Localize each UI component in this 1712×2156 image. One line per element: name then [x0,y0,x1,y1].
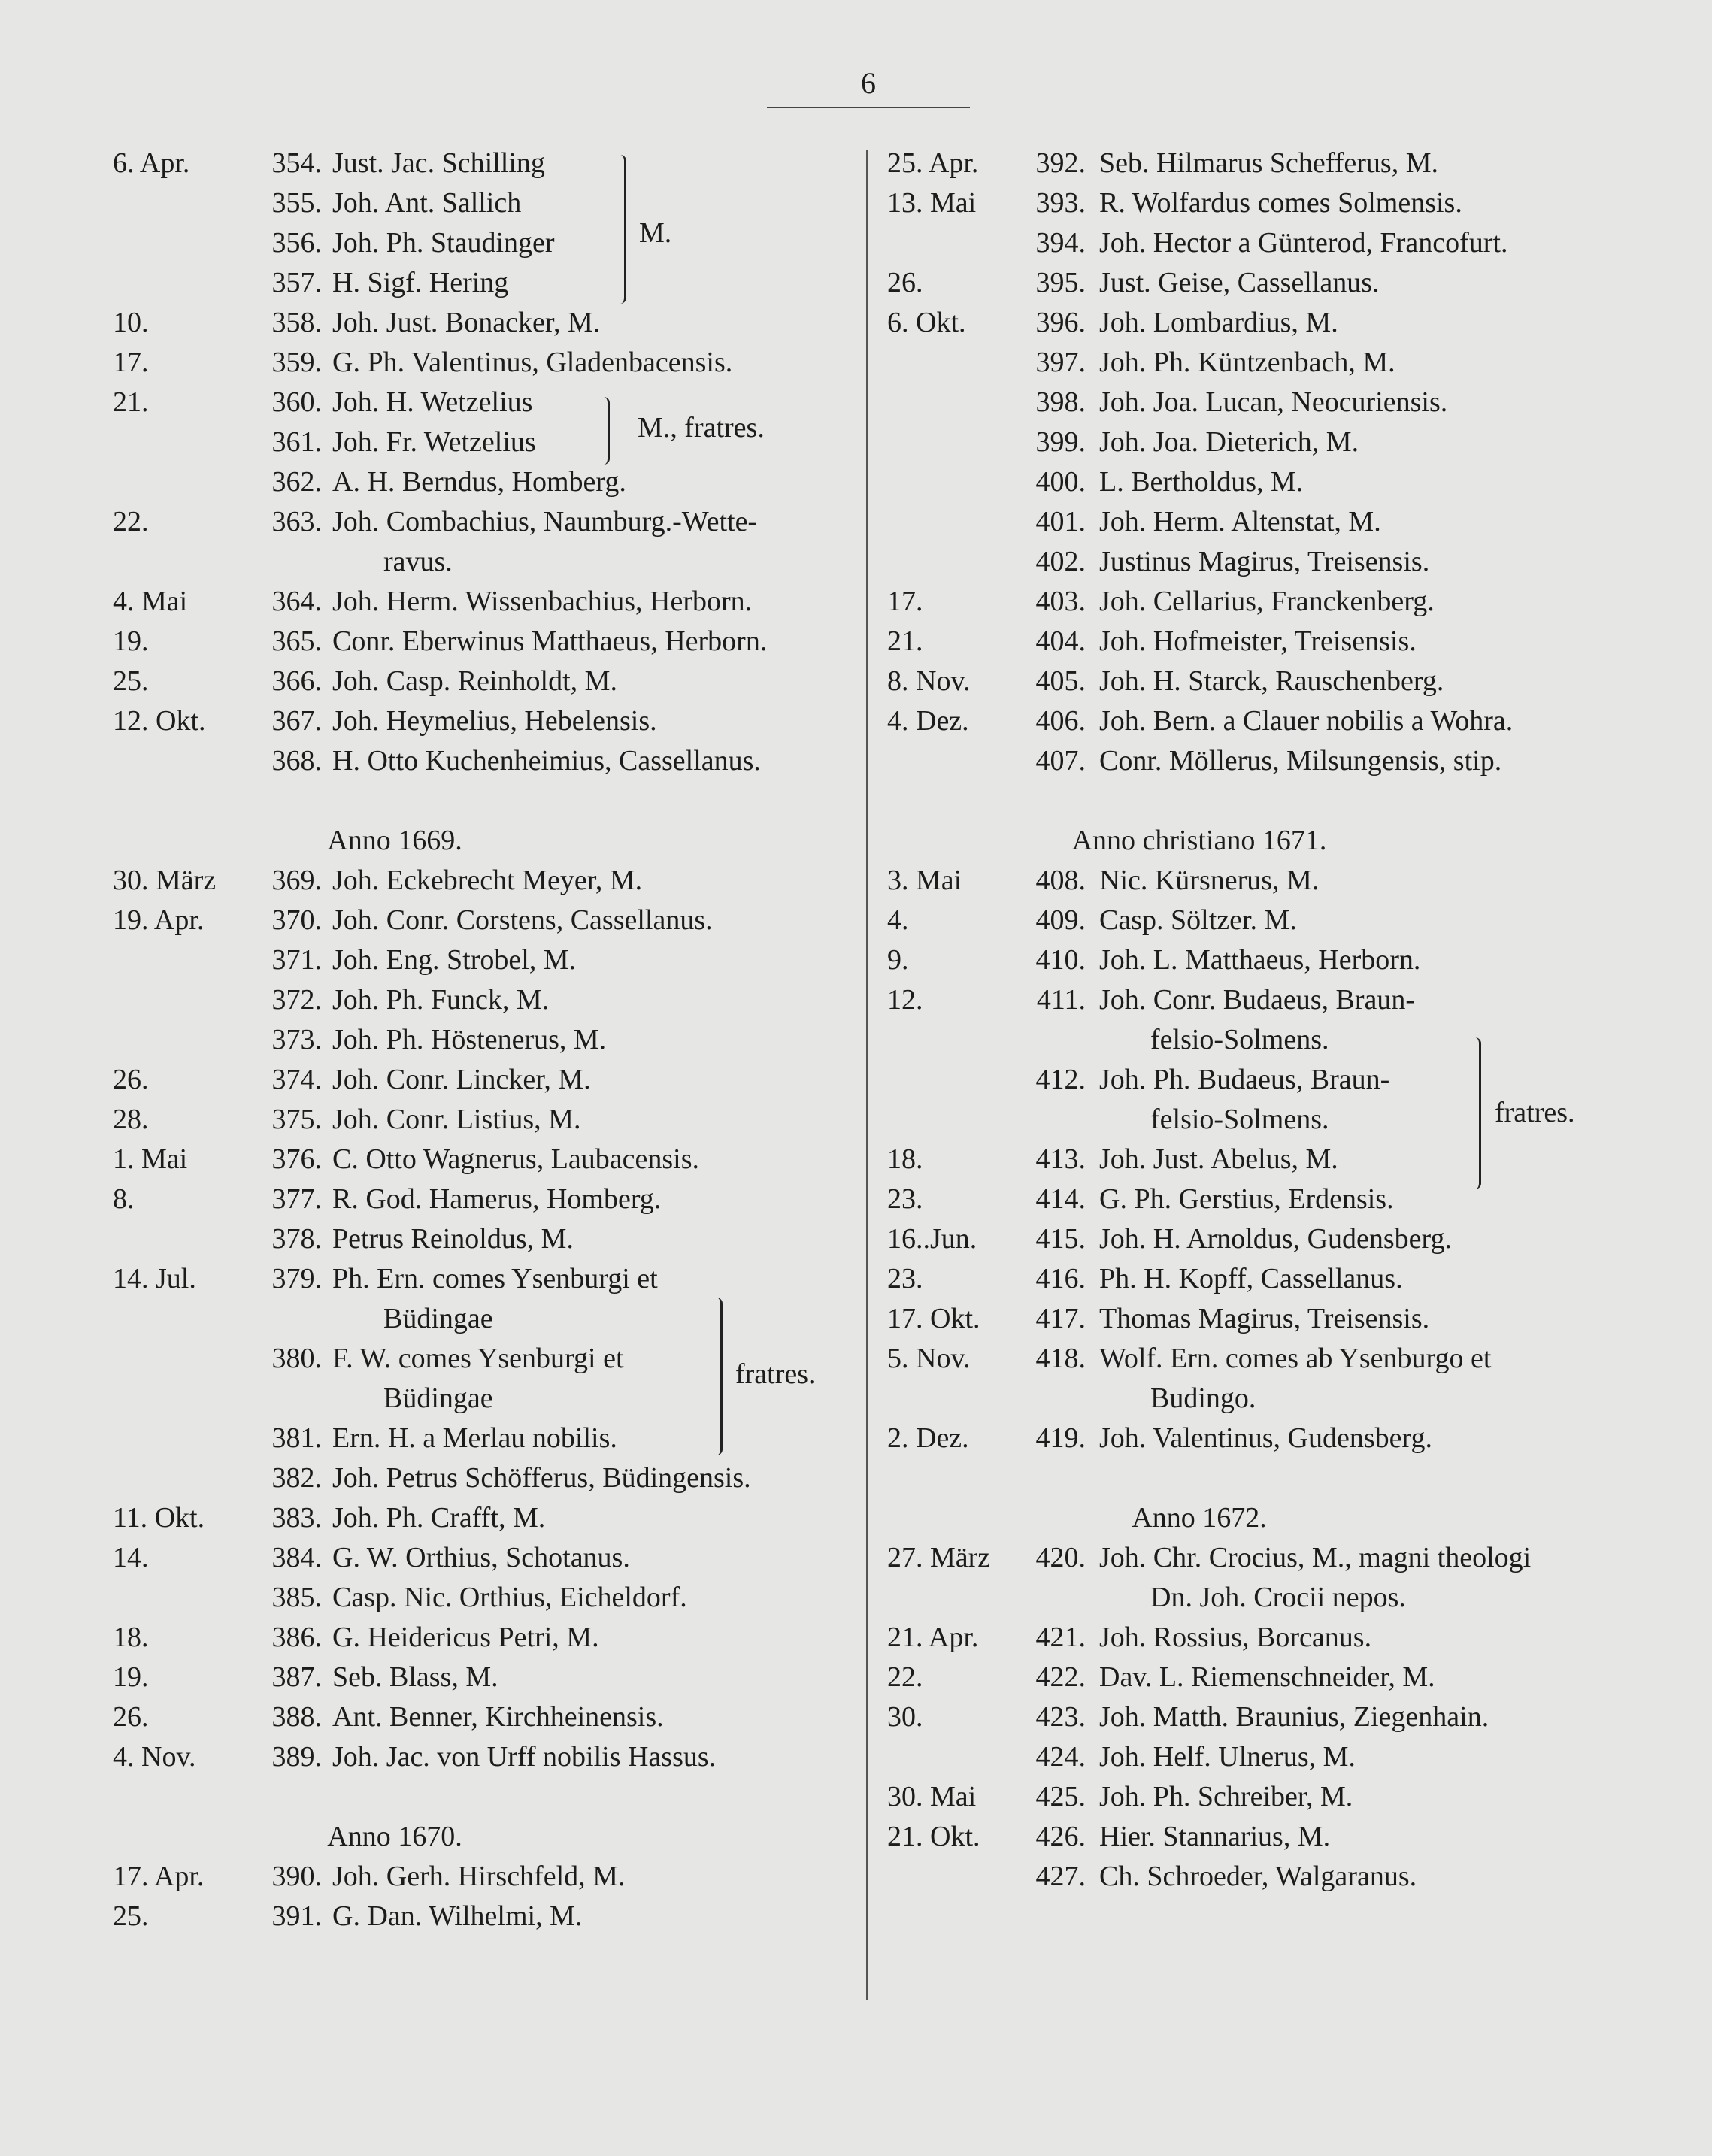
register-entry [880,741,1639,781]
entry-name: G. W. Orthius, Schotanus. [332,1542,630,1573]
entry-name: Joh. Ph. Staudinger [332,227,555,259]
entry-number: 406. [1035,705,1086,737]
entry-name: Justinus Magirus, Treisensis. [1099,546,1430,577]
entry-number: 419. [1035,1422,1086,1454]
entry-name: Joh. L. Matthaeus, Herborn. [1099,944,1421,976]
entry-number: 382. [271,1462,322,1494]
entry-name: Conr. Eberwinus Matthaeus, Herborn. [332,625,768,657]
entry-date: 8. Nov. [887,665,971,697]
register-entry [880,1697,1639,1737]
entry-name: Casp. Söltzer. M. [1099,904,1297,936]
register-entry [113,223,857,263]
entry-date: 8. [113,1183,135,1215]
entry-name: Joh. Herm. Wissenbachius, Herborn. [332,586,753,617]
entry-date: 3. Mai [887,865,962,896]
entry-number: 395. [1035,267,1086,298]
entry-number: 400. [1035,466,1086,498]
register-entry [880,1259,1639,1299]
entry-name: Joh. Just. Bonacker, M. [332,307,601,338]
register-entry [113,303,857,343]
entry-number: 376. [271,1143,322,1175]
entry-number: 384. [271,1542,322,1573]
register-entry [113,980,857,1020]
register-entry [880,1179,1639,1219]
entry-date: 5. Nov. [887,1343,971,1374]
entry-number: 420. [1035,1542,1086,1573]
register-entry [113,263,857,303]
entry-number: 403. [1035,586,1086,617]
register-entry [880,1299,1639,1339]
entry-name: H. Sigf. Hering [332,267,509,298]
entry-number: 405. [1035,665,1086,697]
register-entry [113,940,857,980]
register-entry [880,383,1639,422]
register-entry [113,1299,857,1339]
entry-name: Joh. H. Starck, Rauschenberg. [1099,665,1444,697]
register-entry [113,1618,857,1658]
register-entry [880,1379,1639,1419]
register-entry [880,1777,1639,1817]
entry-number: 385. [271,1582,322,1613]
entry-name: Ant. Benner, Kirchheinensis. [332,1701,664,1733]
entry-number: 418. [1035,1343,1086,1374]
entry-name: G. Ph. Valentinus, Gladenbacensis. [332,347,733,378]
entry-name: Ch. Schroeder, Walgaranus. [1099,1861,1417,1892]
entry-name: Joh. Eckebrecht Meyer, M. [332,865,643,896]
entry-name: Joh. Ph. Budaeus, Braun- [1099,1064,1390,1095]
entry-number: 360. [271,386,322,418]
entry-date: 12. Okt. [113,705,206,737]
entry-name: G. Dan. Wilhelmi, M. [332,1900,583,1932]
entry-date: 23. [887,1183,923,1215]
entry-name: Petrus Reinoldus, M. [332,1223,574,1255]
entry-name: Wolf. Ern. comes ab Ysenburgo et [1099,1343,1492,1374]
entry-number: 366. [271,665,322,697]
entry-name: A. H. Berndus, Homberg. [332,466,626,498]
register-entry [880,1020,1639,1060]
brace-budaeus-group [1471,1037,1481,1189]
page-number-rule [767,107,970,108]
entry-name: Joh. Gerh. Hirschfeld, M. [332,1861,626,1892]
entry-name: Joh. Joa. Lucan, Neocuriensis. [1099,386,1448,418]
register-entry [113,1179,857,1219]
entry-number: 358. [271,307,322,338]
entry-number: 388. [271,1701,322,1733]
entry-date: 17. Apr. [113,1861,205,1892]
entry-name: Joh. Eng. Strobel, M. [332,944,577,976]
entry-date: 23. [887,1263,923,1295]
entry-date: 26. [113,1701,149,1733]
brace-ysenburg-group [713,1298,723,1455]
register-entry [880,1419,1639,1458]
register-entry [880,1339,1639,1379]
entry-date: 30. Mai [887,1781,977,1812]
entry-name: Casp. Nic. Orthius, Eicheldorf. [332,1582,687,1613]
entry-name: Seb. Blass, M. [332,1661,498,1693]
entry-number: 391. [271,1900,322,1932]
register-entry [113,582,857,622]
entry-name: Joh. Conr. Corstens, Cassellanus. [332,904,713,936]
entry-number: 397. [1035,347,1086,378]
register-entry [880,183,1639,223]
entry-name: Ern. H. a Merlau nobilis. [332,1422,617,1454]
entry-number: 408. [1035,865,1086,896]
entry-number: 389. [271,1741,322,1773]
entry-number: 417. [1035,1303,1086,1334]
entry-date: 17. Okt. [887,1303,980,1334]
right-column [880,144,1639,1897]
brace-label-wetzelius-group: M., fratres. [638,412,765,444]
register-entry [113,1578,857,1618]
entry-number: 381. [271,1422,322,1454]
register-entry [880,622,1639,662]
entry-name: Joh. Just. Abelus, M. [1099,1143,1338,1175]
entry-date: 16..Jun. [887,1223,977,1255]
register-entry [880,144,1639,183]
entry-date: 4. Mai [113,586,188,617]
register-entry [113,1658,857,1697]
entry-name: Joh. Heymelius, Hebelensis. [332,705,657,737]
entry-date: 14. [113,1542,149,1573]
entry-number: 377. [271,1183,322,1215]
entry-name: Joh. Chr. Crocius, M., magni theologi [1099,1542,1532,1573]
entry-name: Joh. Ph. Funck, M. [332,984,550,1016]
entry-date: 4. [887,904,909,936]
entry-number: 415. [1035,1223,1086,1255]
entry-date: 17. [113,347,149,378]
entry-date: 6. Apr. [113,147,190,179]
entry-name: Just. Geise, Cassellanus. [1099,267,1380,298]
entry-date: 12. [887,984,923,1016]
entry-name: Joh. Hector a Günterod, Francofurt. [1099,227,1508,259]
entry-date: 13. Mai [887,187,977,219]
entry-number: 372. [271,984,322,1016]
entry-number: 354. [271,147,322,179]
register-entry [880,1817,1639,1857]
register-entry [113,1219,857,1259]
entry-name: R. Wolfardus comes Solmensis. [1099,187,1462,219]
register-entry [880,1658,1639,1697]
entry-number: 427. [1035,1861,1086,1892]
entry-name: Joh. Conr. Budaeus, Braun- [1099,984,1416,1016]
entry-number: 359. [271,347,322,378]
entry-name: Hier. Stannarius, M. [1099,1821,1331,1852]
entry-name: R. God. Hamerus, Homberg. [332,1183,662,1215]
column-divider [866,150,868,2000]
entry-name: felsio-Solmens. [1150,1024,1329,1055]
register-entry [113,901,857,940]
register-entry [113,1419,857,1458]
entry-name: Joh. Ph. Küntzenbach, M. [1099,347,1395,378]
entry-number: 369. [271,865,322,896]
brace-wetzelius-group [600,397,610,465]
register-entry [880,701,1639,741]
entry-name: Conr. Möllerus, Milsungensis, stip. [1099,745,1502,777]
entry-date: 11. Okt. [113,1502,205,1534]
entry-name: Joh. Ph. Höstenerus, M. [332,1024,607,1055]
entry-number: 407. [1035,745,1086,777]
entry-date: 19. [113,1661,149,1693]
entry-date: 18. [887,1143,923,1175]
register-entry [880,1538,1639,1578]
entry-date: 14. Jul. [113,1263,196,1295]
entry-date: 19. [113,625,149,657]
register-entry [113,1060,857,1100]
entry-date: 26. [113,1064,149,1095]
entry-number: 424. [1035,1741,1086,1773]
register-entry [880,343,1639,383]
entry-number: 404. [1035,625,1086,657]
entry-number: 379. [271,1263,322,1295]
entry-number: 357. [271,267,322,298]
entry-name: Dav. L. Riemenschneider, M. [1099,1661,1435,1693]
entry-number: 414. [1035,1183,1086,1215]
register-entry [880,542,1639,582]
register-entry [113,502,857,542]
register-entry [113,1538,857,1578]
entry-date: 10. [113,307,149,338]
entry-name: Joh. Petrus Schöfferus, Büdingensis. [332,1462,751,1494]
entry-number: 367. [271,705,322,737]
entry-number: 392. [1035,147,1086,179]
entry-name: Nic. Kürsnerus, M. [1099,865,1320,896]
entry-name: Thomas Magirus, Treisensis. [1099,1303,1430,1334]
entry-name: Joh. H. Arnoldus, Gudensberg. [1099,1223,1453,1255]
register-entry [113,741,857,781]
entry-number: 426. [1035,1821,1086,1852]
register-entry [113,662,857,701]
entry-name: G. Heidericus Petri, M. [332,1622,599,1653]
entry-name: Budingo. [1150,1382,1256,1414]
entry-date: 21. Okt. [887,1821,980,1852]
entry-name: Büdingae [383,1303,493,1334]
entry-number: 364. [271,586,322,617]
entry-date: 30. März [113,865,217,896]
entry-name: Joh. Combachius, Naumburg.-Wette- [332,506,758,537]
entry-number: 411. [1036,984,1086,1016]
brace-schilling-group [617,155,626,304]
entry-name: F. W. comes Ysenburgi et [332,1343,624,1374]
page-number: 6 [861,66,876,100]
register-entry [113,1897,857,1936]
entry-number: 356. [271,227,322,259]
register-entry [113,622,857,662]
entry-number: 361. [271,426,322,458]
entry-number: 374. [271,1064,322,1095]
register-entry [113,1100,857,1140]
register-entry [880,980,1639,1020]
entry-name: Joh. Matth. Braunius, Ziegenhain. [1099,1701,1489,1733]
entry-date: 6. Okt. [887,307,966,338]
entry-name: Joh. Ant. Sallich [332,187,522,219]
register-entry [113,861,857,901]
brace-label-schilling-group: M. [639,217,672,249]
entry-name: Just. Jac. Schilling [332,147,545,179]
register-entry [880,422,1639,462]
entry-date: 27. März [887,1542,991,1573]
entry-name: Joh. Valentinus, Gudensberg. [1099,1422,1432,1454]
entry-number: 365. [271,625,322,657]
entry-number: 422. [1035,1661,1086,1693]
entry-number: 399. [1035,426,1086,458]
register-entry [113,1498,857,1538]
entry-number: 383. [271,1502,322,1534]
entry-number: 413. [1035,1143,1086,1175]
entry-date: 25. Apr. [887,147,979,179]
entry-number: 410. [1035,944,1086,976]
year-heading-1670: Anno 1670. [327,1821,462,1852]
brace-label-budaeus-group: fratres. [1495,1097,1575,1128]
entry-date: 9. [887,944,909,976]
register-entry [880,1578,1639,1618]
entry-date: 17. [887,586,923,617]
entry-name: Joh. Ph. Schreiber, M. [1099,1781,1353,1812]
register-entry [113,1020,857,1060]
brace-label-ysenburg-group: fratres. [735,1358,816,1390]
entry-name: Joh. H. Wetzelius [332,386,533,418]
entry-number: 416. [1035,1263,1086,1295]
register-entry [113,701,857,741]
entry-number: 355. [271,187,322,219]
entry-number: 370. [271,904,322,936]
register-entry [880,223,1639,263]
entry-number: 412. [1035,1064,1086,1095]
entry-date: 4. Dez. [887,705,969,737]
entry-number: 402. [1035,546,1086,577]
entry-date: 25. [113,1900,149,1932]
entry-number: 393. [1035,187,1086,219]
entry-number: 421. [1035,1622,1086,1653]
entry-number: 394. [1035,227,1086,259]
entry-name: Joh. Conr. Listius, M. [332,1104,581,1135]
entry-name: Joh. Herm. Altenstat, M. [1099,506,1381,537]
entry-number: 423. [1035,1701,1086,1733]
entry-name: Seb. Hilmarus Schefferus, M. [1099,147,1439,179]
register-entry [880,303,1639,343]
entry-date: 22. [887,1661,923,1693]
entry-name: Joh. Rossius, Borcanus. [1099,1622,1372,1653]
register-entry [113,1857,857,1897]
entry-number: 380. [271,1343,322,1374]
entry-name: Büdingae [383,1382,493,1414]
entry-name: Joh. Casp. Reinholdt, M. [332,665,617,697]
entry-name: Joh. Lombardius, M. [1099,307,1338,338]
entry-name: ravus. [383,546,453,577]
entry-number: 398. [1035,386,1086,418]
register-entry [113,144,857,183]
entry-number: 401. [1035,506,1086,537]
register-entry [880,901,1639,940]
entry-name: Joh. Hofmeister, Treisensis. [1099,625,1417,657]
entry-number: 387. [271,1661,322,1693]
entry-number: 396. [1035,307,1086,338]
register-entry [880,582,1639,622]
entry-date: 18. [113,1622,149,1653]
register-entry [880,1737,1639,1777]
register-entry [113,343,857,383]
entry-name: Joh. Jac. von Urff nobilis Hassus. [332,1741,717,1773]
entry-date: 22. [113,506,149,537]
year-heading-1672: Anno 1672. [1132,1502,1267,1534]
register-entry [880,263,1639,303]
year-heading-1669: Anno 1669. [327,825,462,856]
entry-name: Dn. Joh. Crocii nepos. [1150,1582,1406,1613]
entry-date: 21. [113,386,149,418]
entry-date: 25. [113,665,149,697]
register-entry [880,940,1639,980]
entry-name: Joh. Cellarius, Franckenberg. [1099,586,1435,617]
register-entry [113,1458,857,1498]
entry-number: 368. [271,745,322,777]
entry-date: 2. Dez. [887,1422,969,1454]
entry-name: Joh. Helf. Ulnerus, M. [1099,1741,1356,1773]
entry-date: 4. Nov. [113,1741,196,1773]
entry-name: H. Otto Kuchenheimius, Cassellanus. [332,745,761,777]
entry-name: felsio-Solmens. [1150,1104,1329,1135]
entry-date: 19. Apr. [113,904,205,936]
register-entry [113,462,857,502]
entry-name: L. Bertholdus, M. [1099,466,1304,498]
entry-number: 371. [271,944,322,976]
entry-number: 375. [271,1104,322,1135]
entry-name: Joh. Joa. Dieterich, M. [1099,426,1359,458]
entry-number: 362. [271,466,322,498]
entry-number: 386. [271,1622,322,1653]
entry-date: 30. [887,1701,923,1733]
entry-date: 21. [887,625,923,657]
entry-date: 26. [887,267,923,298]
register-entry [880,662,1639,701]
register-entry [880,1219,1639,1259]
entry-name: G. Ph. Gerstius, Erdensis. [1099,1183,1394,1215]
entry-name: Joh. Ph. Crafft, M. [332,1502,546,1534]
entry-name: Ph. H. Kopff, Cassellanus. [1099,1263,1403,1295]
entry-name: Joh. Fr. Wetzelius [332,426,536,458]
register-entry [880,1140,1639,1179]
register-entry [113,1140,857,1179]
register-entry [880,1618,1639,1658]
register-entry [113,542,857,582]
entry-number: 390. [271,1861,322,1892]
register-entry [113,183,857,223]
entry-name: Ph. Ern. comes Ysenburgi et [332,1263,658,1295]
entry-date: 1. Mai [113,1143,188,1175]
year-heading-1671: Anno christiano 1671. [1071,825,1327,856]
entry-number: 373. [271,1024,322,1055]
entry-number: 378. [271,1223,322,1255]
entry-date: 28. [113,1104,149,1135]
register-entry [113,1737,857,1777]
register-entry [880,861,1639,901]
register-entry [113,1259,857,1299]
register-entry [880,502,1639,542]
register-entry [113,1697,857,1737]
entry-number: 409. [1035,904,1086,936]
entry-name: C. Otto Wagnerus, Laubacensis. [332,1143,700,1175]
register-entry [880,462,1639,502]
entry-name: Joh. Conr. Lincker, M. [332,1064,591,1095]
entry-date: 21. Apr. [887,1622,979,1653]
register-entry [880,1857,1639,1897]
entry-number: 363. [271,506,322,537]
entry-number: 425. [1035,1781,1086,1812]
entry-name: Joh. Bern. a Clauer nobilis a Wohra. [1099,705,1514,737]
